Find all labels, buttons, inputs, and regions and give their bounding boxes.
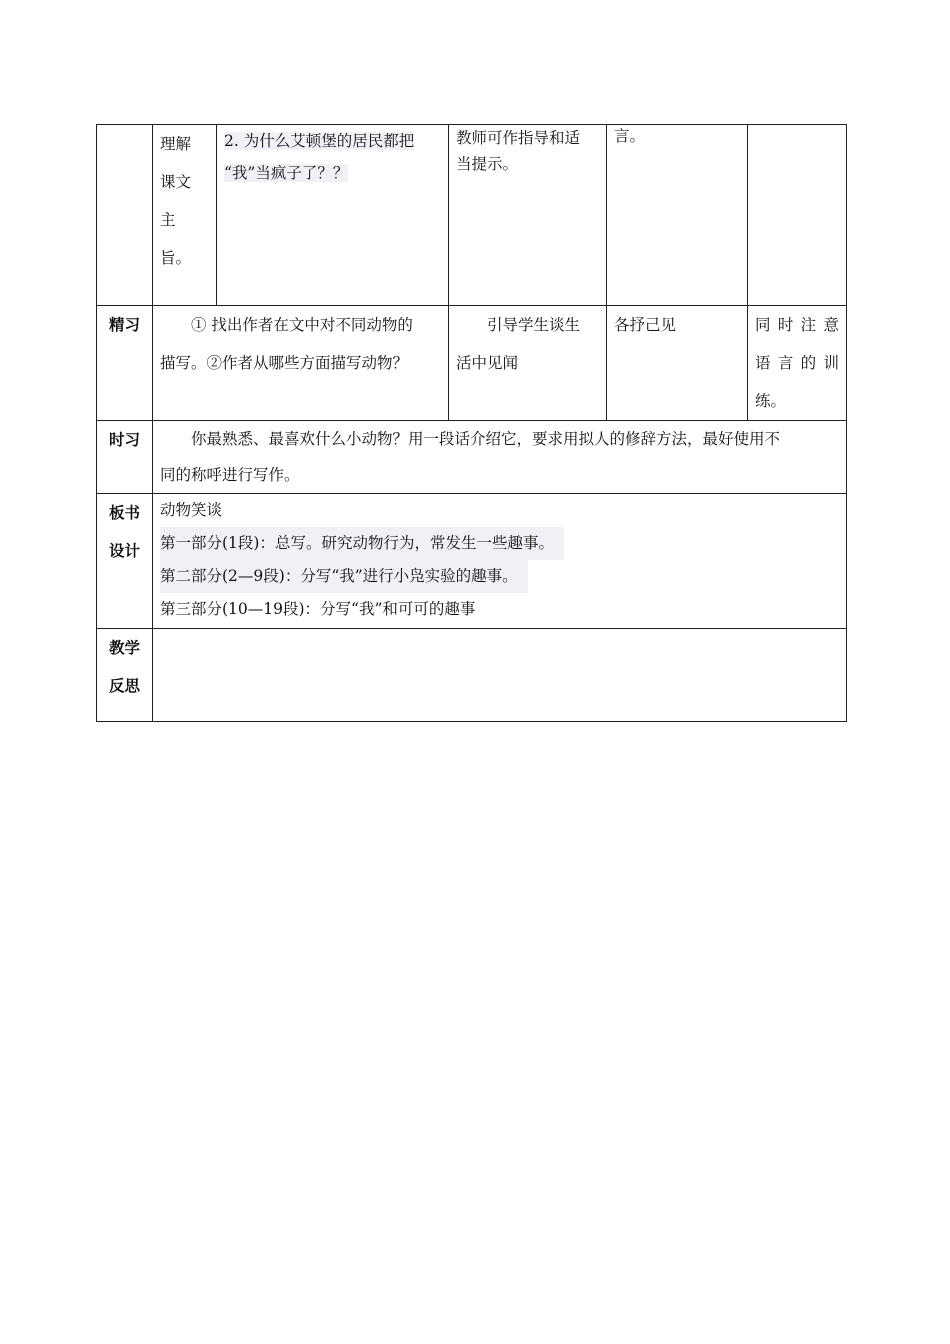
row-reflection-label: 教学 反思	[97, 629, 153, 722]
row-practice-note	[748, 306, 847, 421]
row-understand-teacher	[449, 125, 607, 306]
row-board-content	[153, 494, 847, 629]
lesson-plan-table	[96, 124, 847, 722]
row-practice-teacher	[449, 306, 607, 421]
row-review-label: 时习	[97, 421, 153, 494]
aim-line: 理解	[160, 135, 192, 153]
row-understand-note	[748, 125, 847, 306]
question-line: “我”当疯子了？？	[224, 164, 349, 182]
note-line: 练。	[755, 392, 787, 410]
student-text: 各抒己见	[614, 316, 677, 334]
aim-line: 旨。	[160, 249, 192, 267]
board-line: 第一部分(1段)：总写。研究动物行为，常发生一些趣事。	[160, 527, 839, 560]
row-review	[97, 421, 847, 494]
row-reflection-content	[153, 629, 847, 722]
row-practice-student	[607, 306, 748, 421]
practice-line: ① 找出作者在文中对不同动物的	[191, 316, 413, 334]
teacher-line: 活中见闻	[456, 354, 519, 372]
board-line: 第三部分(10—19段)：分写“我”和可可的趣事	[160, 600, 476, 618]
teacher-line: 当提示。	[456, 155, 519, 173]
row-understand	[97, 125, 847, 306]
note-line: 同 时 注 意	[755, 316, 839, 334]
student-text: 言。	[614, 127, 646, 145]
row-board-label: 板书 设计	[97, 494, 153, 629]
review-line: 同的称呼进行写作。	[160, 466, 300, 484]
row-understand-aim	[153, 125, 217, 306]
aim-line: 课文	[160, 173, 192, 191]
note-line: 语 言 的 训	[755, 354, 839, 372]
board-line: 第二部分(2—9段)：分写“我”进行小凫实验的趣事。	[160, 560, 839, 593]
teacher-line: 教师可作指导和适	[456, 129, 581, 147]
row-understand-label	[97, 125, 153, 306]
aim-line: 主	[160, 211, 176, 229]
question-line: 2. 为什么艾顿堡的居民都把	[224, 132, 415, 150]
review-line: 你最熟悉、最喜欢什么小动物？用一段话介绍它，要求用拟人的修辞方法，最好使用不	[191, 430, 781, 448]
row-practice	[97, 306, 847, 421]
row-practice-label: 精习	[97, 306, 153, 421]
row-review-content	[153, 421, 847, 494]
teacher-line: 引导学生谈生	[487, 316, 581, 334]
practice-line: 描写。②作者从哪些方面描写动物？	[160, 354, 409, 372]
row-understand-question	[217, 125, 449, 306]
row-practice-content	[153, 306, 449, 421]
row-reflection	[97, 629, 847, 722]
row-board	[97, 494, 847, 629]
board-title: 动物笑谈	[160, 501, 223, 519]
row-understand-student	[607, 125, 748, 306]
